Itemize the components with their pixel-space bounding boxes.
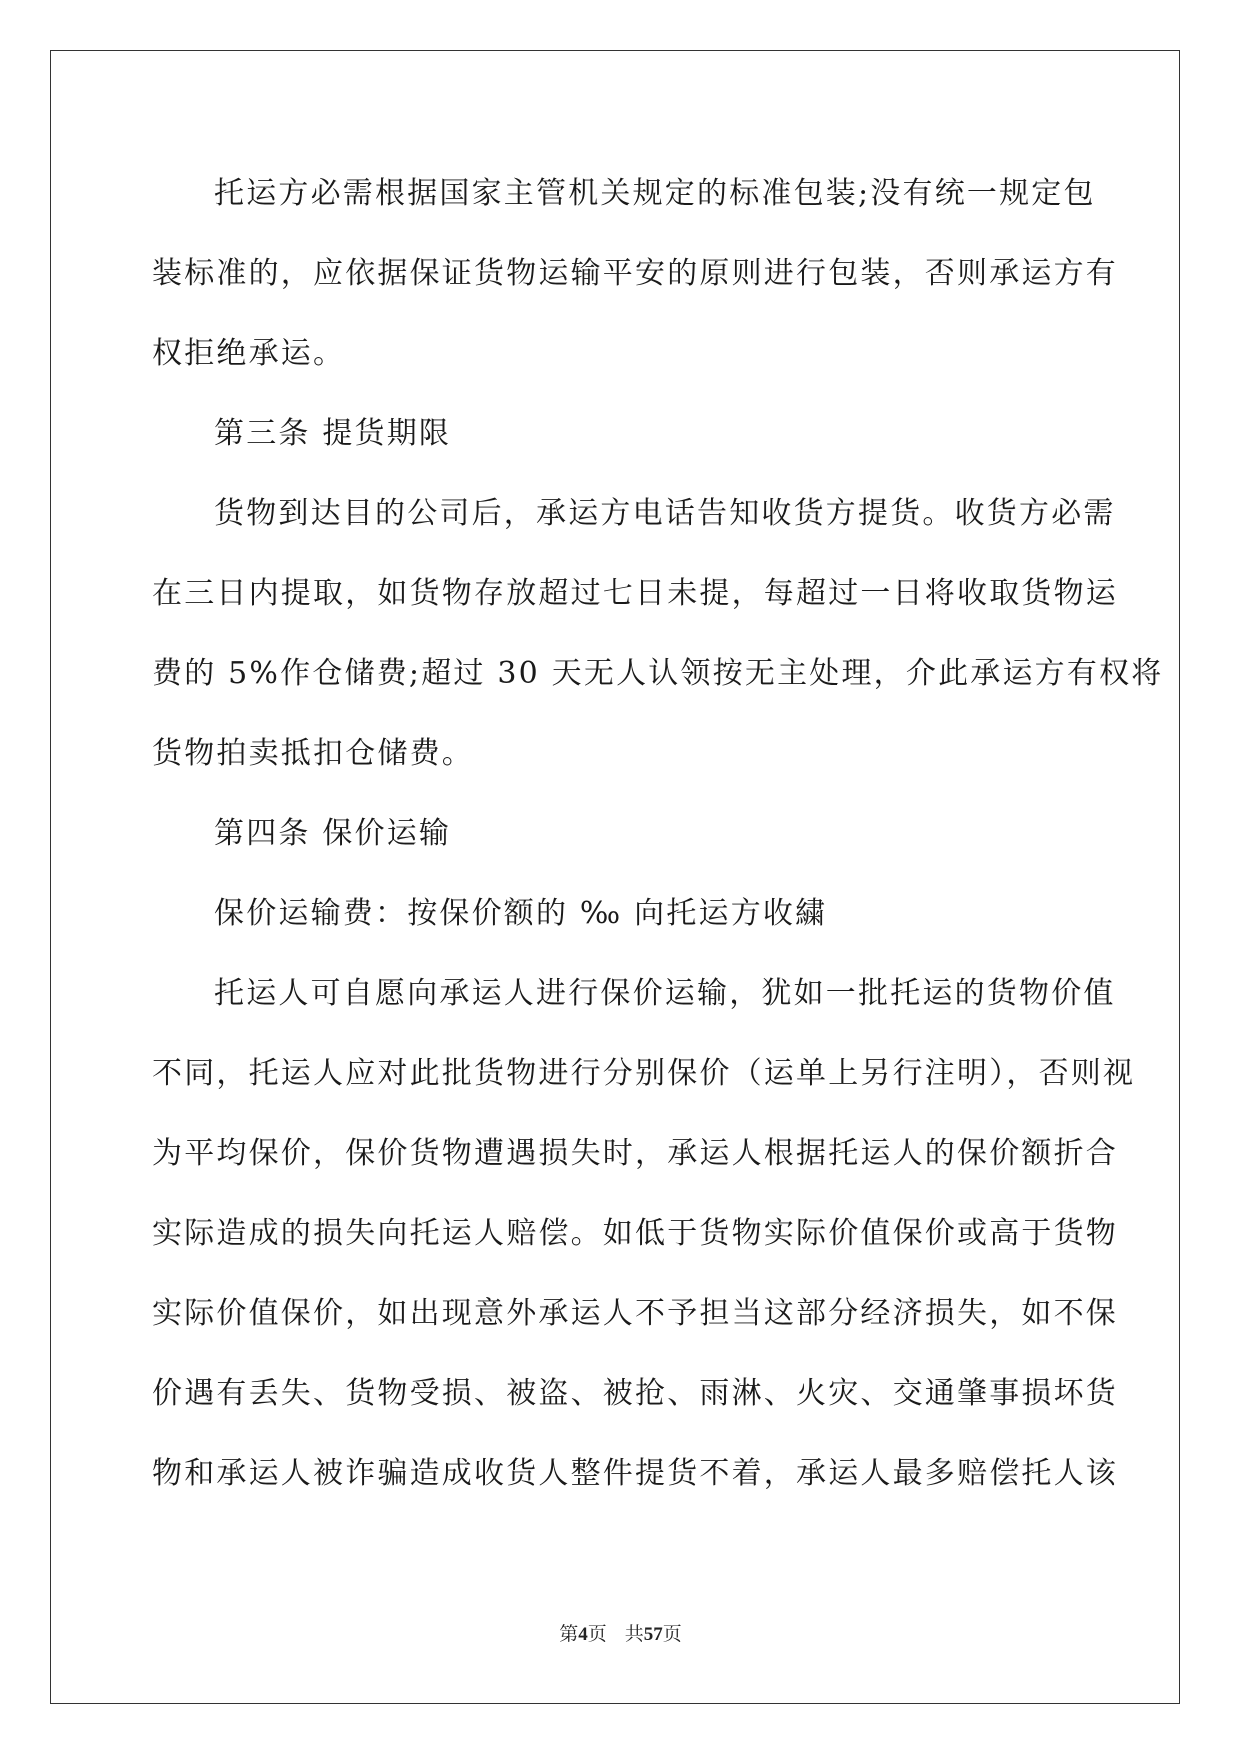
total-prefix: 共 <box>624 1624 644 1645</box>
text-line: 费的 5%作仓储费;超过 30 天无人认领按无主处理，介此承运方有权将 <box>152 656 1164 691</box>
paragraph-insured-transport <box>152 954 1136 1514</box>
text-line: 实际价值保价，如出现意外承运人不予担当这部分经济损失，如不保 <box>152 1296 1118 1331</box>
total-pages: 57 <box>643 1624 663 1645</box>
text-line: 为平均保价，保价货物遭遇损失时，承运人根据托运人的保价额折合 <box>152 1136 1118 1171</box>
paragraph-insurance-fee <box>152 874 1082 954</box>
section-heading-article-4 <box>152 794 1082 874</box>
text-line: 货物拍卖抵扣仓储费。 <box>152 736 474 771</box>
page-prefix: 第 <box>559 1624 579 1645</box>
section-heading-article-3 <box>152 394 1082 474</box>
text-line: 物和承运人被诈骗造成收货人整件提货不着，承运人最多赔偿托人该 <box>152 1456 1118 1491</box>
text-line: 权拒绝承运。 <box>152 336 346 371</box>
text-line: 实际造成的损失向托运人赔偿。如低于货物实际价值保价或高于货物 <box>152 1216 1118 1251</box>
page-footer <box>0 1619 1241 1646</box>
text-line: 托运方必需根据国家主管机关规定的标准包装;没有统一规定包 <box>214 176 1096 211</box>
text-line: 价遇有丢失、货物受损、被盗、被抢、雨淋、火灾、交通肇事损坏货 <box>152 1376 1118 1411</box>
text-line: 在三日内提取，如货物存放超过七日未提，每超过一日将收取货物运 <box>152 576 1118 611</box>
paragraph-pickup <box>152 474 1164 794</box>
heading-text: 第四条 保价运输 <box>214 816 452 851</box>
total-suffix: 页 <box>662 1624 682 1645</box>
paragraph-packaging <box>152 154 1118 394</box>
text-line: 货物到达目的公司后，承运方电话告知收货方提货。收货方必需 <box>214 496 1116 531</box>
text-line: 保价运输费：按保价额的 ‰ 向托运方收繍 <box>214 896 828 931</box>
text-line: 不同，托运人应对此批货物进行分别保价（运单上另行注明），否则视 <box>152 1056 1136 1091</box>
page-suffix: 页 <box>587 1624 607 1645</box>
text-line: 装标准的，应依据保证货物运输平安的原则进行包装，否则承运方有 <box>152 256 1118 291</box>
page-number: 4 <box>578 1624 588 1645</box>
text-line: 托运人可自愿向承运人进行保价运输，犹如一批托运的货物价值 <box>214 976 1116 1011</box>
document-body <box>152 154 1164 1514</box>
heading-text: 第三条 提货期限 <box>214 416 452 451</box>
